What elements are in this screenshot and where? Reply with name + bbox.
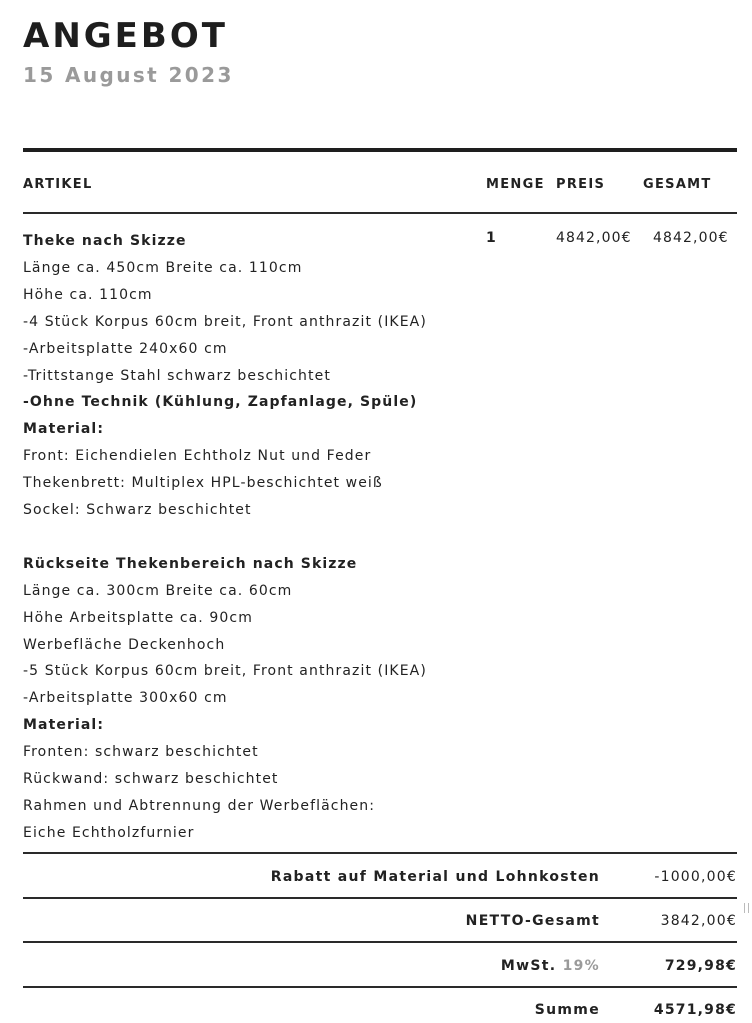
description-line: Länge ca. 300cm Breite ca. 60cm [23, 582, 293, 599]
description-line: -Trittstange Stahl schwarz beschichtet [23, 367, 331, 384]
description-line: -Arbeitsplatte 240x60 cm [23, 340, 228, 357]
vat-value: 729,98€ [664, 958, 737, 974]
scroll-marker [744, 903, 749, 913]
net-divider [23, 941, 737, 943]
column-header-price: PREIS [556, 177, 606, 192]
discount-divider [23, 897, 737, 899]
sum-value: 4571,98€ [653, 1002, 737, 1018]
item-divider [23, 852, 737, 854]
description-line: -Arbeitsplatte 300x60 cm [23, 690, 228, 707]
vat-divider [23, 986, 737, 988]
vat-label: MwSt. [500, 958, 557, 974]
item-price: 4842,00€ [556, 230, 632, 246]
description-line: Thekenbrett: Multiplex HPL-beschichtet weiß [23, 475, 383, 492]
description-line: -5 Stück Korpus 60cm breit, Front anthrazit (IKEA) [23, 663, 427, 680]
description-line: Höhe Arbeitsplatte ca. 90cm [23, 609, 253, 626]
header-divider [23, 212, 737, 214]
discount-label: Rabatt auf Material und Lohnkosten [270, 869, 600, 885]
discount-value: -1000,00€ [654, 869, 737, 885]
description-line: Theke nach Skizze [23, 233, 187, 249]
net-total-label: NETTO-Gesamt [465, 913, 600, 929]
description-line: Höhe ca. 110cm [23, 286, 153, 303]
spacer-line [23, 524, 493, 551]
document-title: ANGEBOT [23, 16, 228, 56]
item-description [23, 228, 493, 847]
vat-rate: 19% [562, 958, 600, 974]
description-line: Front: Eichendielen Echtholz Nut und Feder [23, 448, 372, 465]
column-header-total: GESAMT [643, 177, 712, 192]
vat-label-group [501, 957, 600, 975]
description-line: Eiche Echtholzfurnier [23, 824, 195, 841]
description-line: Rahmen und Abtrennung der Werbeflächen: [23, 798, 376, 815]
net-total-value: 3842,00€ [660, 913, 737, 929]
item-total: 4842,00€ [653, 230, 729, 246]
description-line: Rückseite Thekenbereich nach Skizze [23, 555, 358, 572]
description-line: Material: [23, 421, 105, 438]
column-header-quantity: MENGE [486, 177, 545, 192]
document-date: 15 August 2023 [23, 63, 234, 87]
item-quantity: 1 [486, 230, 497, 246]
description-line: Länge ca. 450cm Breite ca. 110cm [23, 259, 303, 276]
description-line: -4 Stück Korpus 60cm breit, Front anthrazit (IKEA) [23, 313, 427, 330]
table-top-rule [23, 148, 737, 152]
sum-label: Summe [534, 1002, 600, 1018]
description-line: Werbefläche Deckenhoch [23, 636, 226, 653]
description-line: Rückwand: schwarz beschichtet [23, 771, 279, 788]
description-line: Fronten: schwarz beschichtet [23, 744, 259, 761]
description-line: Material: [23, 717, 105, 734]
description-line: Sockel: Schwarz beschichtet [23, 502, 252, 519]
description-line: -Ohne Technik (Kühlung, Zapfanlage, Spüle) [23, 394, 418, 411]
column-header-article: ARTIKEL [23, 177, 93, 192]
